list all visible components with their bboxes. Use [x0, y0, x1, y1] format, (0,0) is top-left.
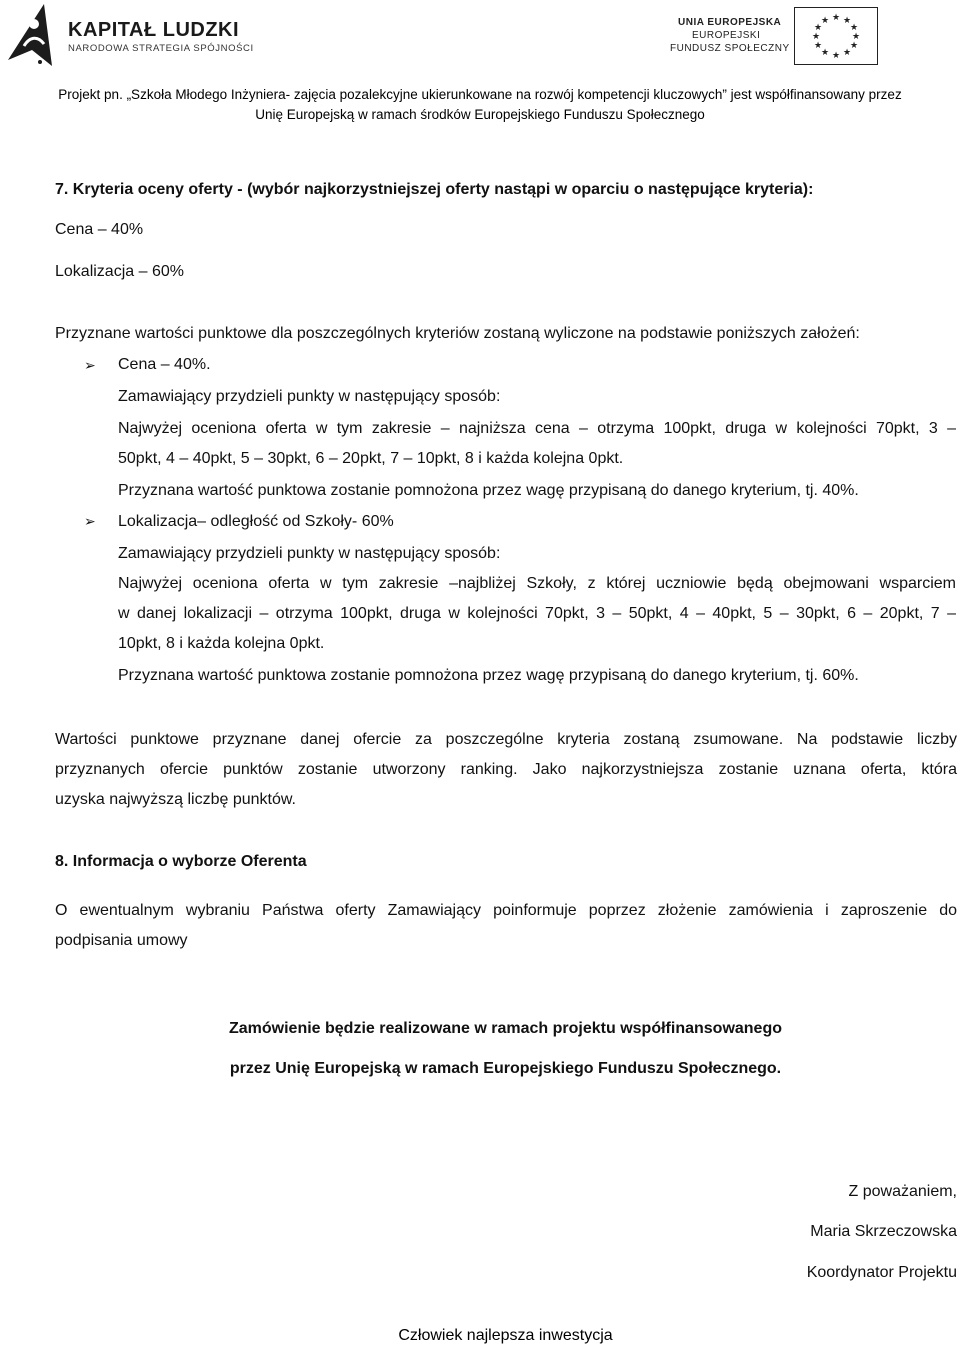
bullet1-line4: Przyznana wartość punktowa zostanie pomnożona przez wagę przypisaną do danego kryterium, tj. 40%.	[118, 482, 859, 499]
logo-left-subtitle: NARODOWA STRATEGIA SPÓJNOŚCI	[68, 43, 254, 54]
summary-line1: Wartości punktowe przyznane danej ofercie za poszczególne kryteria zostaną zsumowane. Na podstawie liczby	[55, 731, 957, 748]
summary-line3: uzyska najwyższą liczbę punktów.	[55, 791, 296, 808]
svg-text:★: ★	[811, 32, 821, 42]
criterion-location: Lokalizacja – 60%	[55, 263, 184, 280]
criterion-price: Cena – 40%	[55, 221, 144, 238]
arrowhead-bullet-icon: ➢	[84, 513, 96, 529]
section8-line1: O ewentualnym wybraniu Państwa oferty Zamawiający poinformuje poprzez złożenie zamówienia i zaproszenie do	[55, 902, 957, 919]
page-footer-slogan: Człowiek najlepsza inwestycja	[398, 1327, 613, 1344]
logo-right-line3: FUNDUSZ SPOŁECZNY	[670, 43, 790, 54]
svg-text:★: ★	[842, 16, 852, 26]
bullet1-title: Cena – 40%.	[118, 356, 211, 373]
svg-text:★: ★	[842, 48, 852, 58]
eu-stars-flag-icon	[794, 7, 878, 65]
svg-text:★: ★	[851, 32, 861, 42]
logo-right-line2: EUROPEJSKI	[692, 30, 761, 41]
svg-text:★: ★	[849, 41, 859, 51]
svg-text:★: ★	[820, 48, 830, 58]
bullet2-line5: Przyznana wartość punktowa zostanie pomnożona przez wagę przypisaną do danego kryterium, tj. 60%.	[118, 667, 859, 684]
project-header-line2: Unię Europejską w ramach środków Europejskiego Funduszu Społecznego	[255, 107, 705, 122]
bullet1-line1: Zamawiający przydzieli punkty w następujący sposób:	[118, 388, 501, 405]
bullet2-title: Lokalizacja– odległość od Szkoły- 60%	[118, 513, 394, 530]
project-header-line1: Projekt pn. „Szkoła Młodego Inżyniera- zajęcia pozalekcyjne ukierunkowane na rozwój kompetencji kluczowych” jest współfinansowany przez	[58, 87, 902, 102]
section8-heading-number: 8.	[55, 853, 69, 870]
svg-text:★: ★	[849, 23, 859, 33]
kapital-ludzki-logo-icon	[4, 2, 64, 68]
logo-left-title: KAPITAŁ LUDZKI	[68, 19, 240, 41]
logo-right-line1: UNIA EUROPEJSKA	[678, 17, 782, 28]
svg-text:★: ★	[813, 41, 823, 51]
section8-line2: podpisania umowy	[55, 932, 188, 949]
svg-text:★: ★	[831, 51, 841, 61]
funding-statement-line2: przez Unię Europejską w ramach Europejskiego Funduszu Społecznego.	[229, 1060, 782, 1077]
funding-statement-line1: Zamówienie będzie realizowane w ramach projektu współfinansowanego	[228, 1020, 782, 1037]
section7-heading: 7. Kryteria oceny oferty - (wybór najkorzystniejszej oferty nastąpi w oparciu o następujące kryteria):	[55, 181, 814, 198]
section8-heading-text: Informacja o wyborze Oferenta	[72, 853, 307, 870]
svg-text:★: ★	[813, 23, 823, 33]
svg-text:★: ★	[831, 13, 841, 23]
bullet1-line3: 50pkt, 4 – 40pkt, 5 – 30pkt, 6 – 20pkt, 7 – 10pkt, 8 i każda kolejna 0pkt.	[118, 450, 624, 467]
signature-role: Koordynator Projektu	[806, 1264, 957, 1281]
arrowhead-bullet-icon: ➢	[84, 357, 96, 373]
bullet2-line2: Najwyżej oceniona oferta w tym zakresie –najbliżej Szkoły, z której uczniowie będą obejmowani wsparciem	[118, 575, 956, 592]
bullet2-line1: Zamawiający przydzieli punkty w następujący sposób:	[118, 545, 501, 562]
signature-closing: Z poważaniem,	[848, 1183, 957, 1200]
bullet1-line2: Najwyżej oceniona oferta w tym zakresie – najniższa cena – otrzyma 100pkt, druga w kolejności 70pkt, 3 –	[118, 420, 956, 437]
svg-text:★: ★	[820, 16, 830, 26]
signature-name: Maria Skrzeczowska	[810, 1223, 957, 1240]
criteria-intro: Przyznane wartości punktowe dla poszczególnych kryteriów zostaną wyliczone na podstawie poniższych założeń:	[55, 325, 860, 342]
bullet2-line4: 10pkt, 8 i każda kolejna 0pkt.	[118, 635, 325, 652]
summary-line2: przyznanych ofercie punktów zostanie utworzony ranking. Jako najkorzystniejsza zostanie uznana oferta, która	[55, 761, 957, 778]
bullet2-line3: w danej lokalizacji – otrzyma 100pkt, druga w kolejności 70pkt, 3 – 50pkt, 4 – 40pkt, 5 – 30pkt, 6 – 20pkt, 7 –	[118, 605, 956, 622]
section8-heading	[55, 853, 307, 871]
